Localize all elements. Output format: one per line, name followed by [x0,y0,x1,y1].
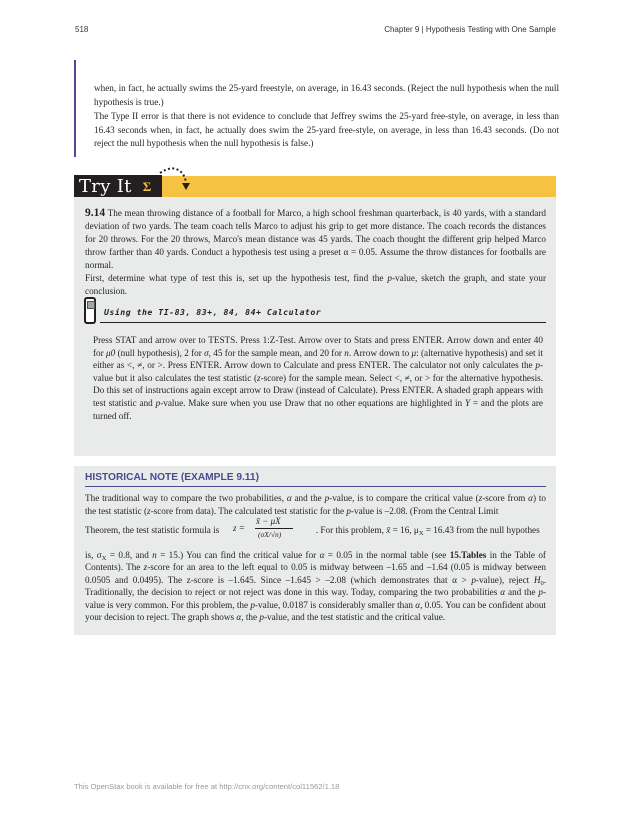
sigma-icon: Σ [142,179,152,194]
calculator-instructions: Press STAT and arrow over to TESTS. Press 1:Z-Test. Arrow over to Stats and press ENTER. Arrow down and enter 40 for μ0 (null hypothesis), 2 for σ, 45 for the sample mean, and 20 for n. Arrow down to μ: (alternative hypothesis) and set it either as <, ≠, or >. Press ENTER. Arrow down to Calculate and press ENTER. The calculator not only calculates the p-value but it also calculates the test statistic (z-score) for the sample mean. Select <, ≠, or > for the alternative hypothesis. Do this set of instructions again except arrow to Draw (instead of Calculate). Press ENTER. A shaded graph appears with test statistic and p-value. Make sure when you use Draw that no other equations are highlighted in Y = and the plots are turned off. [93,335,544,421]
historical-note-divider [85,486,546,487]
exercise-instructions: First, determine what type of test this is, set up the hypothesis test, find the p-value, sketch the graph, and state your conclusion. [85,273,546,297]
try-it-title: Try It [79,176,132,197]
page-number: 518 [75,25,89,34]
type2-error-text: The Type II error is that there is not evidence to conclude that Jeffrey swims the 25-yard free-style, on average, in less than 16.43 seconds when, in fact, he actually does swim the 25-yard free-style, on average, in less than 16.43 seconds. (Do not reject the null hypothesis when the null hypothesis is false.) [94,111,559,149]
calculator-heading: Using the TI-83, 83+, 84, 84+ Calculator [104,307,322,317]
formula-line: Theorem, the test statistic formula is . For this problem, x̄ = 16, $\mu_X = 16.43$ from the null hypothes [85,525,540,537]
exercise-9-14 [85,207,546,272]
tables-link[interactable]: 15.Tables [449,550,487,560]
historical-note-paragraph-2: is, $\sigma_X = 0.8$, and n = 15.) You can find the critical value for α = 0.05 in the normal table (see 15.Tables in the Table of Contents). The z-score for an area to the left equal to 0.05 is midway between –1.65 and –1.64 (0.05 is midway between 0.0505 and 0.0495). The z-score is –1.645. Since –1.645 > –2.08 (which demonstrates that α > p-value), reject $H_0$. Traditionally, the decision to reject or not reject was done in this way. Today, comparing the two probabilities α and the p-value is very common. For this problem, the p-value, 0.0187 is considerably smaller than α, 0.05. You can be confident about your decision to reject. The graph shows α, the p-value, and the test statistic and the critical value. [85,550,546,623]
example-continuation [74,60,559,157]
calculator-icon [84,297,96,324]
example-side-bar [74,60,76,157]
calculator-divider [100,322,546,323]
type1-error-text: when, in fact, he actually swims the 25-yard freestyle, on average, in 16.43 seconds. (Reject the null hypothesis when the null hypothesis is true.) [94,83,559,107]
historical-note-title: HISTORICAL NOTE (EXAMPLE 9.11) [85,472,259,483]
exercise-number: 9.14 [85,207,106,219]
footer-text: This OpenStax book is available for free at http://cnx.org/content/col11562/1.18 [74,782,340,791]
chapter-title: Chapter 9 | Hypothesis Testing with One Sample [384,25,556,34]
historical-note-paragraph-1: The traditional way to compare the two probabilities, α and the p-value, is to compare the critical value (z-score from α) to the test statistic (z-score from data). The calculated test statistic for the p-value is –2.08. (From the Central Limit [85,493,546,516]
test-statistic-formula: z = x̄ − μX (σX/√n) [220,515,295,549]
exercise-text: The mean throwing distance of a football for Marco, a high school freshman quarterback, is 40 yards, with a standard deviation of two yards. The team coach tells Marco to adjust his grip to get more distance. The coach records the distances for 20 throws. For the 20 throws, Marco's mean distance was 45 yards. The coach thought the different grip helped Marco throw farther than 40 yards. Conduct a hypothesis test using a preset α = 0.05. Assume the throw distances for footballs are normal. [85,208,546,271]
try-it-label [74,175,162,198]
dotted-arrow-icon [158,165,192,193]
